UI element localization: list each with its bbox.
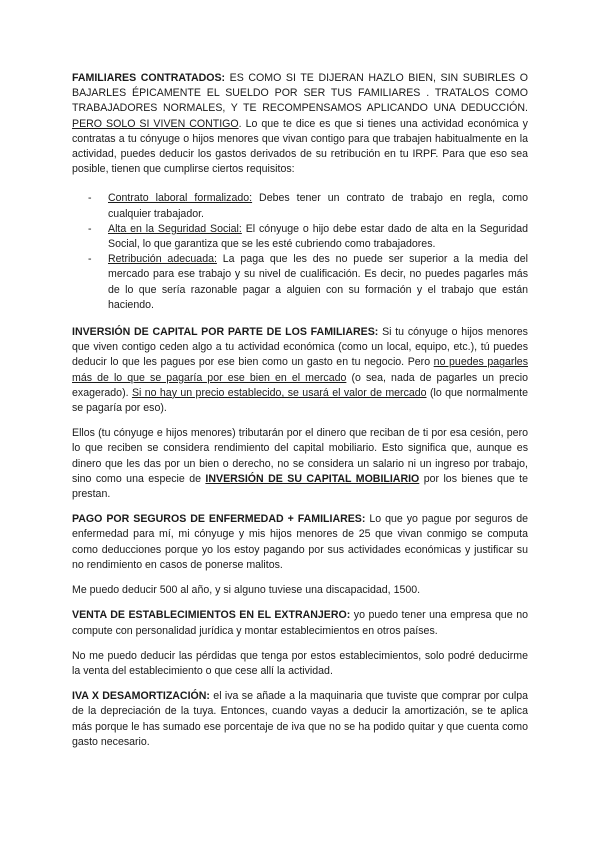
requirement-title: Retribución adecuada: [108,253,217,266]
paragraph-text: (o sea, nada de pagarles un precio exagerado). [72,371,528,399]
section-heading: VENTA DE ESTABLECIMIENTOS EN EL EXTRANJERO: [72,609,351,622]
requirement-text: La paga que les des no puede ser superior a la media del mercado para ese trabajo y su nivel de cualificación. Es decir, no puedes pagarles más de lo que sería razonable pagar a alguien con su formación y el trabajo que están haciendo. [108,253,528,311]
list-dash: - [88,222,92,235]
paragraph-text: . Lo que te dice es que si tienes una actividad económica y contratas a tu cónyuge o hijos menores que vivan contigo para que trabajen habitualmente en la actividad, puedes deducir los gastos derivados de su retribución en tu IRPF. Para que eso sea posible, tienen que cumplirse ciertos requisitos: [72,117,528,176]
requirement-text: Debes tener un contrato de trabajo en regla, como cualquier trabajador. [108,192,528,220]
section-heading: IVA X DESAMORTIZACIÓN: [72,690,210,703]
document-body [72,71,528,760]
underlined-text: no puedes pagarles más de lo que se pagaría por ese bien en el mercado [72,356,528,384]
underlined-text: Si no hay un precio establecido, se usará el valor de mercado [131,386,427,399]
iva-paragraph [72,689,528,750]
underlined-text: PERO SOLO SI VIVEN CONTIGO [72,117,239,130]
deduccion-amount-paragraph: Me puedo deducir 500 al año, y si alguno tuviese una discapacidad, 1500. [72,584,421,597]
section-heading: PAGO POR SEGUROS DE ENFERMEDAD + FAMILIARES: [72,513,366,526]
paragraph-text: el iva se añade a la maquinaria que tuviste que comprar por culpa de la depreciación de la tuya. Entonces, cuando vayas a deducir la amortización, se te aplica más porque le has sumado ese porcentaje de iva que no se ha podido quitar y que cuenta como gasto necesario. [72,690,528,748]
paragraph-text: por los bienes que te prestan. [72,472,528,501]
seguros-paragraph [72,512,528,573]
requirement-text: El cónyuge o hijo debe estar dado de alta en la Seguridad Social, lo que garantiza que se les esté cubriendo como trabajadores. [108,222,528,251]
paragraph-text: yo puedo tener una empresa que no compute con personalidad jurídica y montar establecimientos en otros países. [72,609,528,637]
list-item [72,222,528,252]
heading-continuation: ES COMO SI TE DIJERAN HAZLO BIEN, SIN SUBIRLES O BAJARLES ÉPICAMENTE EL SUELDO POR SER TUS FAMILIARES . TRATALOS COMO TRABAJADORES NORMALES, Y TE RECOMPENSAMOS APLICANDO UNA DEDUCCIÓN. [72,72,528,115]
section-heading: FAMILIARES CONTRATADOS: [72,72,226,84]
perdidas-paragraph: No me puedo deducir las pérdidas que tenga por estos establecimientos, solo podré deducirme la venta del establecimiento o que cese allí la actividad. [72,649,528,677]
requirement-title: Alta en la Seguridad Social: [108,222,242,235]
list-dash: - [88,192,92,205]
list-dash: - [88,253,92,266]
capital-mobiliario-paragraph [72,426,528,502]
familiares-contratados-paragraph [72,71,528,177]
paragraph-text: Lo que yo pague por seguros de enfermedad para mí, mi cónyuge y mis hijos menores de 25 que vivan conmigo se computa como deducciones porque yo los estoy pagando por sus actividades económicas y justificar su no rendimiento en casos de ponerse malitos. [72,513,528,571]
emphasis-text: INVERSIÓN DE SU CAPITAL MOBILIARIO [205,472,420,485]
list-item [72,191,528,221]
venta-establecimientos-paragraph [72,608,528,638]
requirements-list [72,191,528,313]
list-item [72,252,528,313]
paragraph-text: Si tu cónyuge o hijos menores que viven contigo ceden algo a tu actividad económica (como un local, equipo, etc.), tú puedes deducir lo que les pagues por ese bien como un gasto en tu negocio. Pero [72,326,528,369]
section-heading: INVERSIÓN DE CAPITAL POR PARTE DE LOS FAMILIARES: [72,326,379,339]
inversion-capital-paragraph [72,325,528,416]
requirement-title: Contrato laboral formalizado: [108,192,253,205]
paragraph-text: (lo que normalmente se pagaría por eso). [72,386,528,415]
paragraph-text: Ellos (tu cónyuge e hijos menores) tributarán por el dinero que reciban de ti por esa cesión, pero lo que reciben se considera rendimiento del capital mobiliario. Esto significa que, aunque es dinero que les das por un bien o derecho, no se considera un salario ni un ingreso por trabajo, sino como una especie de [72,427,528,485]
